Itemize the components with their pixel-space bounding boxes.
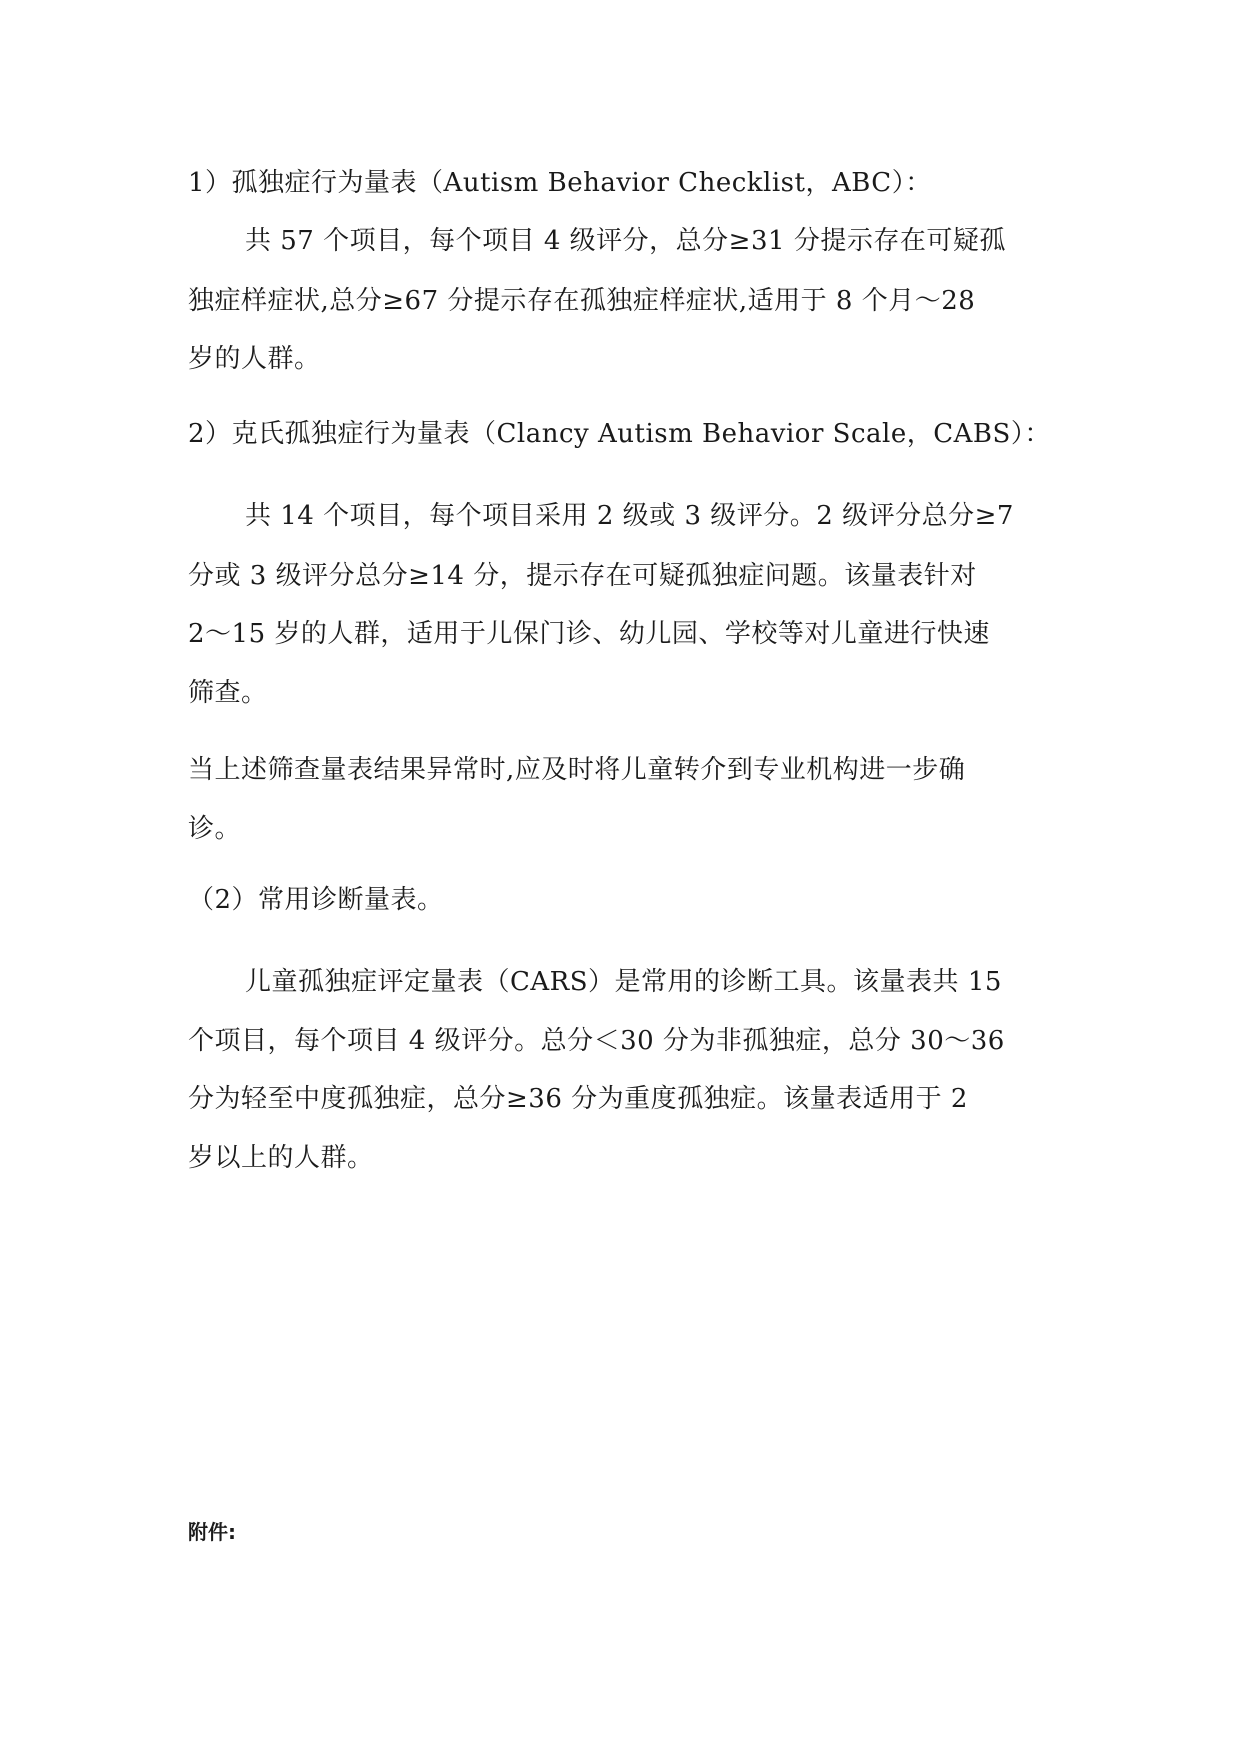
section2-heading: （2）常用诊断量表。 [188, 885, 444, 915]
item2-body-line-2: 分或 3 级评分总分≥14 分，提示存在可疑孤独症问题。该量表针对 [188, 561, 977, 591]
item1-body-line-2: 独症样症状,总分≥67 分提示存在孤独症样症状,适用于 8 个月～28 [188, 286, 976, 316]
cars-body-line-2: 个项目，每个项目 4 级评分。总分＜30 分为非孤独症，总分 30～36 [188, 1026, 1005, 1056]
item2-body-line-1: 共 14 个项目，每个项目采用 2 级或 3 级评分。2 级评分总分≥7 [245, 501, 1014, 531]
cars-body-line-1: 儿童孤独症评定量表（CARS）是常用的诊断工具。该量表共 15 [245, 967, 1002, 997]
item1-heading: 1）孤独症行为量表（Autism Behavior Checklist，ABC）： [188, 168, 932, 198]
referral-line-2: 诊。 [188, 814, 242, 844]
item2-body-line-3: 2～15 岁的人群，适用于儿保门诊、幼儿园、学校等对儿童进行快速 [188, 619, 990, 649]
item2-heading: 2）克氏孤独症行为量表（Clancy Autism Behavior Scale，CABS）： [188, 419, 1051, 449]
referral-line-1: 当上述筛查量表结果异常时,应及时将儿童转介到专业机构进一步确 [188, 755, 966, 785]
item2-body-line-4: 筛查。 [188, 678, 268, 708]
cars-body-line-4: 岁以上的人群。 [188, 1143, 374, 1173]
item1-body-line-1: 共 57 个项目，每个项目 4 级评分，总分≥31 分提示存在可疑孤 [245, 226, 1006, 256]
item1-body-line-3: 岁的人群。 [188, 344, 321, 374]
attachment-label: 附件: [188, 1520, 236, 1544]
cars-body-line-3: 分为轻至中度孤独症，总分≥36 分为重度孤独症。该量表适用于 2 [188, 1084, 968, 1114]
